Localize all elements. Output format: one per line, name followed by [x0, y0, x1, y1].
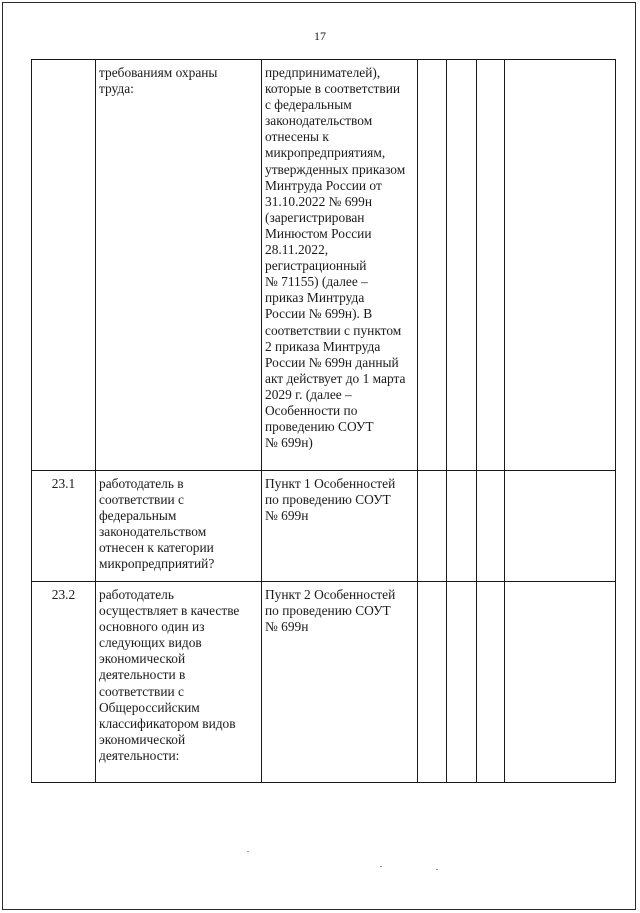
- answer-yes-cell: [418, 60, 447, 471]
- requirement-text: работодатель в соответствии с федеральным законодательством отнесен к категории микропредприятий?: [99, 476, 215, 572]
- legal-act-cell: [262, 471, 418, 582]
- checklist-table: [31, 59, 616, 783]
- row-number-cell: [32, 582, 96, 783]
- answer-na-cell: [477, 471, 505, 582]
- table-row: [32, 471, 616, 582]
- table-row: [32, 582, 616, 783]
- row-number: 23.1: [51, 476, 76, 491]
- answer-na-cell: [477, 60, 505, 471]
- requirement-text: работодатель осуществляет в качестве основного один из следующих видов экономической деятельности в соответствии с Общероссийским классификатором видов экономической деятельности:: [99, 587, 240, 763]
- legal-act-cell: [262, 582, 418, 783]
- notes-cell: [505, 60, 616, 471]
- answer-no-cell: [447, 582, 477, 783]
- requirement-cell: [96, 582, 262, 783]
- row-number: 23.2: [51, 587, 76, 602]
- requirement-cell: [96, 60, 262, 471]
- scan-artifact: [380, 866, 382, 867]
- answer-no-cell: [447, 471, 477, 582]
- requirement-text: требованиям охраны труда:: [99, 65, 218, 97]
- legal-act-cell: [262, 60, 418, 471]
- answer-no-cell: [447, 60, 477, 471]
- legal-act-text: Пункт 1 Особенностей по проведению СОУТ № 699н: [265, 476, 396, 524]
- scan-artifact: [247, 851, 249, 852]
- answer-yes-cell: [418, 471, 447, 582]
- legal-act-text: Пункт 2 Особенностей по проведению СОУТ № 699н: [265, 587, 396, 635]
- requirement-cell: [96, 471, 262, 582]
- answer-yes-cell: [418, 582, 447, 783]
- notes-cell: [505, 471, 616, 582]
- table-row: [32, 60, 616, 471]
- scan-artifact: [436, 869, 438, 870]
- row-number-cell: [32, 471, 96, 582]
- legal-act-text: предпринимателей), которые в соответствии с федеральным законодательством отнесены к микропредприятиям, утвержденных приказом Минтруда России от 31.10.2022 № 699н (зарегистрирован Минюстом России 28.11.2022, регистрационный № 71155) (далее – приказ Минтруда России № 699н). В соответствии с пунктом 2 приказа Минтруда России № 699н данный акт действует до 1 марта 2029 г. (далее – Особенности по проведению СОУТ № 699н): [265, 65, 406, 451]
- answer-na-cell: [477, 582, 505, 783]
- page-number: 17: [314, 29, 326, 43]
- notes-cell: [505, 582, 616, 783]
- row-number-cell: [32, 60, 96, 471]
